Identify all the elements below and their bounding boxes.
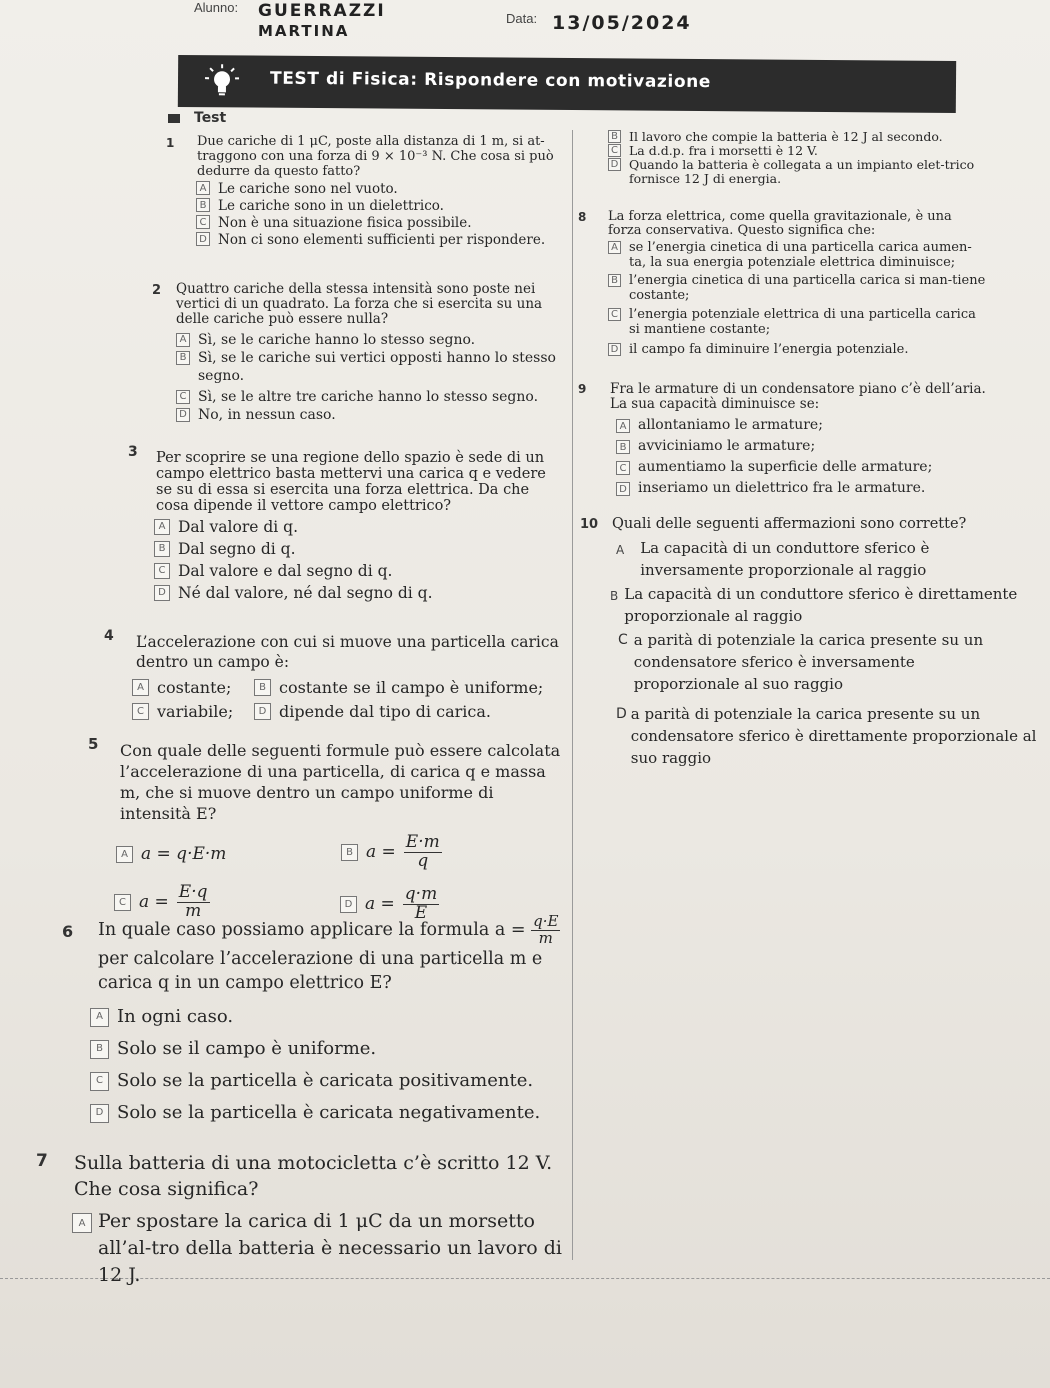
option-text: Le cariche sono in un dielettrico. — [218, 198, 444, 214]
question-text-cont: per calcolare l’accelerazione di una particella m e carica q in un campo elettrico E? — [98, 948, 543, 993]
option-letter-box: C — [608, 308, 621, 321]
option-letter-box: C — [608, 144, 621, 157]
question-text: La forza elettrica, come quella gravitazionale, è una forza conservativa. Questo significa che: — [608, 209, 952, 238]
option-text: aumentiamo la superficie delle armature; — [638, 459, 933, 475]
question-text: Quattro cariche della stessa intensità sono poste nei vertici di un quadrato. La forza che si esercita su una delle cariche può essere nulla? — [176, 281, 543, 327]
option-letter-box: D — [254, 703, 271, 720]
fraction-denominator: m — [185, 900, 202, 921]
option-text: costante se il campo è uniforme; — [279, 678, 544, 697]
student-label: Alunno: — [194, 0, 239, 15]
option-b[interactable] — [90, 1033, 564, 1065]
option-c[interactable] — [580, 629, 1042, 695]
question-text: L’accelerazione con cui si muove una particella carica dentro un campo è: — [136, 633, 559, 671]
option-a[interactable] — [616, 415, 998, 436]
formula-lhs: a = — [365, 893, 395, 914]
option-text: Sì, se le cariche hanno lo stesso segno. — [198, 332, 476, 348]
question-number: 5 — [88, 735, 99, 753]
option-letter-box: C — [616, 461, 630, 475]
option-letter-box: C — [196, 215, 210, 229]
option-text: allontaniamo le armature; — [638, 417, 823, 433]
option-text: Dal valore e dal segno di q. — [178, 562, 393, 580]
option-letter-box: D — [616, 482, 630, 496]
fraction-numerator: q·m — [404, 884, 438, 904]
option-letter-box: C — [114, 894, 131, 911]
formula: a = q·E·m — [141, 844, 227, 864]
option-text: La capacità di un conduttore sferico è direttamente proporzionale al raggio — [624, 585, 1018, 625]
option-letter-box: A — [616, 419, 630, 433]
option-letter-box: B — [196, 198, 210, 212]
question-text: Per scoprire se una regione dello spazio è sede di un campo elettrico basta mettervi una carica q e vedere se su di essa si esercita una forza elettrica. Da che cosa dipende il vettore campo elettrico? — [156, 450, 546, 514]
option-letter-box: A — [132, 679, 149, 696]
option-text: Non è una situazione fisica possibile. — [218, 215, 472, 231]
option-letter-box: A — [90, 1008, 109, 1027]
option-c[interactable] — [608, 144, 980, 158]
option-text: l’energia cinetica di una particella carica si man-tiene costante; — [629, 273, 986, 303]
option-letter-box: C — [154, 563, 170, 579]
option-text: se l’energia cinetica di una particella carica aumen-ta, la sua energia potenziale elettrica diminuisce; — [629, 240, 972, 270]
option-a[interactable] — [132, 676, 254, 700]
option-text: a parità di potenziale la carica presente su un condensatore sferico è inversamente proporzionale al suo raggio — [633, 631, 984, 693]
option-a[interactable] — [154, 516, 564, 538]
option-text: variabile; — [157, 702, 234, 721]
option-d[interactable] — [608, 342, 988, 357]
option-a[interactable] — [196, 181, 562, 198]
option-text: Sì, se le altre tre cariche hanno lo stesso segno. — [198, 389, 539, 405]
option-letter-box: A — [176, 333, 190, 347]
section-marker — [168, 114, 180, 123]
option-c[interactable] — [196, 215, 562, 232]
option-a[interactable] — [116, 844, 226, 865]
option-d[interactable] — [176, 406, 560, 424]
option-letter-box: A — [72, 1213, 92, 1233]
option-letter-box: A — [154, 519, 170, 535]
option-text: il campo fa diminuire l’energia potenziale. — [629, 342, 909, 357]
option-b[interactable] — [616, 436, 998, 457]
option-text: Quando la batteria è collegata a un impianto elet-trico fornisce 12 J di energia. — [629, 157, 975, 186]
question-7-continued — [608, 130, 980, 186]
formula-lhs: a = — [139, 891, 169, 912]
option-letter-box: D — [196, 232, 210, 246]
option-text: l’energia potenziale elettrica di una particella carica si mantiene costante; — [629, 307, 976, 337]
question-number: 3 — [128, 444, 138, 460]
option-text: Solo se la particella è caricata negativamente. — [117, 1101, 541, 1123]
option-letter-box: B — [254, 679, 271, 696]
option-d[interactable] — [580, 703, 1042, 769]
option-text: Per spostare la carica di 1 μC da un morsetto all’al-tro della batteria è necessario un lavoro di 12 J. — [98, 1210, 563, 1286]
option-text: inseriamo un dielettrico fra le armature. — [638, 480, 926, 496]
option-d[interactable] — [196, 232, 562, 249]
option-text: Le cariche sono nel vuoto. — [218, 181, 398, 197]
question-number: 4 — [104, 628, 114, 644]
option-letter-box: B — [90, 1040, 109, 1059]
option-letter-box: B — [154, 541, 170, 557]
option-letter: D — [616, 706, 627, 722]
option-text: dipende dal tipo di carica. — [279, 702, 491, 721]
option-text: Né dal valore, né dal segno di q. — [178, 584, 433, 602]
option-letter-box: B — [608, 130, 621, 143]
option-d[interactable] — [608, 158, 980, 186]
question-number: 1 — [166, 136, 175, 150]
question-8 — [578, 210, 988, 357]
fraction-denominator: E — [414, 902, 428, 923]
option-text: Dal valore di q. — [178, 518, 299, 536]
option-text: avviciniamo le armature; — [638, 438, 816, 454]
question-7 — [36, 1150, 564, 1289]
page-title: TEST di Fisica: Rispondere con motivazione — [269, 68, 712, 93]
option-text: Sì, se le cariche sui vertici opposti hanno lo stesso segno. — [198, 350, 556, 384]
option-text: Solo se la particella è caricata positivamente. — [117, 1069, 534, 1091]
option-text: Non ci sono elementi sufficienti per rispondere. — [218, 232, 546, 248]
option-d[interactable] — [254, 700, 564, 724]
option-letter-box: B — [616, 440, 630, 454]
fraction-denominator: q — [417, 850, 429, 871]
option-text: Solo se il campo è uniforme. — [117, 1037, 377, 1059]
option-d[interactable] — [616, 478, 998, 499]
option-letter-box: D — [176, 408, 190, 422]
option-text: La capacità di un conduttore sferico è inversamente proporzionale al raggio — [640, 539, 930, 579]
question-number: 7 — [36, 1151, 48, 1171]
question-text: Sulla batteria di una motocicletta c’è scritto 12 V. Che cosa significa? — [74, 1152, 553, 1200]
question-text: Con quale delle seguenti formule può essere calcolata l’accelerazione di una particella, di carica q e massa m, che si muove dentro un campo uniforme di intensità E? — [120, 741, 561, 823]
column-divider — [572, 130, 573, 1260]
title-banner — [178, 55, 956, 113]
option-c[interactable] — [176, 388, 560, 406]
option-b[interactable] — [196, 198, 562, 215]
question-2 — [152, 281, 560, 424]
fraction-denominator: m — [538, 928, 553, 947]
question-number: 6 — [62, 922, 74, 941]
question-number: 10 — [580, 517, 599, 532]
option-b[interactable] — [254, 676, 564, 700]
option-b[interactable] — [580, 583, 1042, 627]
option-c[interactable] — [90, 1065, 564, 1097]
option-b[interactable] — [608, 130, 980, 144]
question-3 — [128, 444, 564, 604]
option-letter-box: C — [132, 703, 149, 720]
option-letter-box: D — [608, 158, 621, 171]
option-b[interactable] — [608, 273, 988, 303]
option-text: a parità di potenziale la carica presente su un condensatore sferico è direttamente proporzionale al suo raggio — [630, 705, 1037, 767]
section-title: Test — [194, 110, 227, 126]
question-text: Quali delle seguenti affermazioni sono corrette? — [612, 516, 967, 532]
question-number: 2 — [152, 283, 162, 298]
option-letter-box: A — [608, 241, 621, 254]
option-c[interactable] — [616, 457, 998, 478]
question-text: Fra le armature di un condensatore piano c’è dell’aria. La sua capacità diminuisce se: — [610, 381, 986, 412]
question-9 — [578, 382, 998, 499]
option-text: costante; — [157, 678, 232, 697]
option-letter-box: B — [341, 844, 358, 861]
question-number: 9 — [578, 382, 587, 396]
option-letter-box: C — [176, 390, 190, 404]
fraction-numerator: E·q — [178, 882, 208, 902]
option-letter: A — [616, 543, 625, 557]
option-a[interactable] — [90, 1001, 564, 1033]
date-value: 13/05/2024 — [552, 12, 692, 34]
fraction-numerator: q·E — [533, 912, 559, 930]
question-1 — [166, 134, 562, 249]
option-letter-box: D — [608, 343, 621, 356]
option-a[interactable] — [176, 331, 560, 349]
option-b[interactable] — [341, 834, 442, 871]
option-a[interactable] — [580, 537, 1042, 581]
option-letter-box: D — [90, 1104, 109, 1123]
question-10 — [580, 514, 1042, 769]
option-letter-box: D — [340, 896, 357, 913]
option-text: Dal segno di q. — [178, 540, 296, 558]
option-letter-box: D — [154, 585, 170, 601]
fraction-numerator: E·m — [405, 832, 440, 852]
option-c[interactable] — [608, 307, 988, 337]
lightbulb-icon — [202, 63, 242, 99]
question-text: Due cariche di 1 μC, poste alla distanza di 1 m, si at-traggono con una forza di 9 × 10⁻³ N. Che cosa si può dedurre da questo fatto? — [197, 134, 554, 179]
option-letter-box: A — [196, 181, 210, 195]
option-b[interactable] — [154, 538, 564, 560]
question-text: In quale caso possiamo applicare la formula a = — [98, 919, 526, 940]
section-header — [168, 110, 226, 126]
option-d[interactable] — [90, 1097, 564, 1129]
option-b[interactable] — [176, 349, 560, 385]
option-a[interactable] — [72, 1208, 564, 1289]
option-c[interactable] — [132, 700, 254, 724]
student-name-2: MARTINA — [258, 22, 350, 40]
date-label: Data: — [506, 11, 538, 26]
option-text: No, in nessun caso. — [198, 407, 336, 423]
option-c[interactable] — [154, 560, 564, 582]
formula-lhs: a = — [366, 841, 396, 862]
student-name: GUERRAZZI — [258, 1, 386, 21]
question-6 — [62, 914, 564, 1129]
option-letter-box: B — [608, 274, 621, 287]
option-text: In ogni caso. — [117, 1005, 234, 1027]
option-d[interactable] — [154, 582, 564, 604]
option-letter: B — [610, 589, 619, 603]
question-number: 8 — [578, 210, 587, 224]
option-letter: C — [618, 632, 628, 648]
option-text: La d.d.p. fra i morsetti è 12 V. — [629, 143, 818, 158]
option-text: Il lavoro che compie la batteria è 12 J al secondo. — [629, 129, 943, 144]
option-letter-box: B — [176, 351, 190, 365]
option-letter-box: A — [116, 846, 133, 863]
question-4 — [104, 628, 564, 724]
option-a[interactable] — [608, 240, 988, 270]
option-letter-box: C — [90, 1072, 109, 1091]
